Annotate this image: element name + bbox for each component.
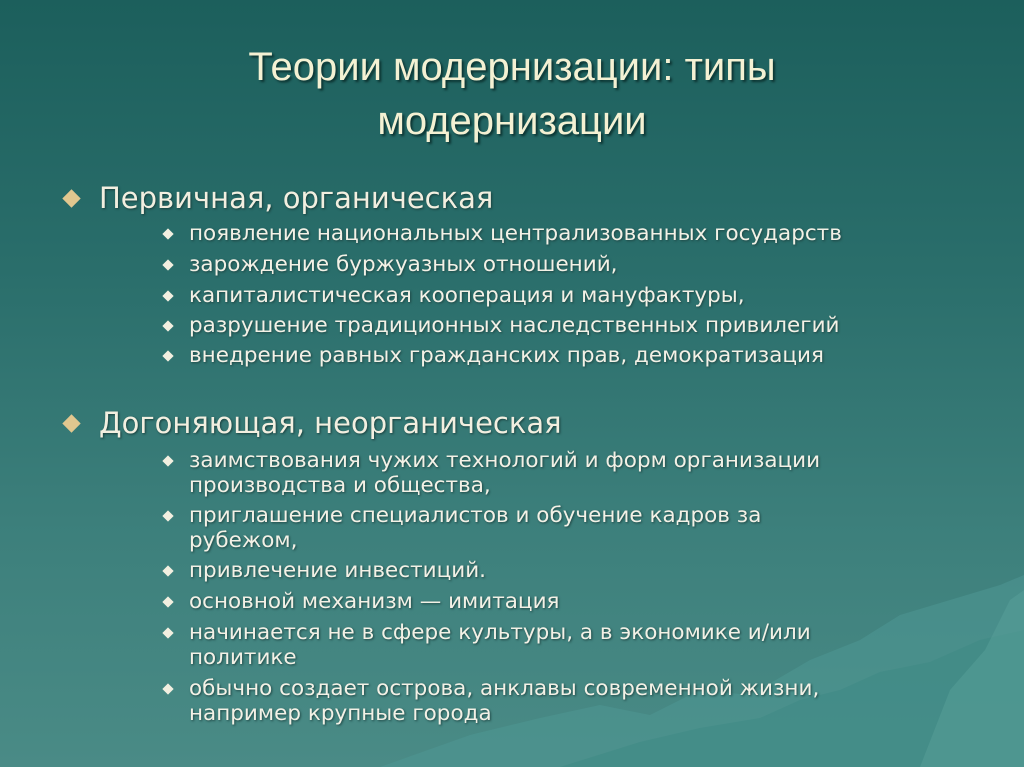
list-item (164, 283, 745, 308)
list-item-text-line2: рубежом, (189, 528, 298, 553)
section-heading-text: Догоняющая, неорганическая (99, 406, 562, 440)
list-item (164, 313, 840, 338)
list-item-text-line1: обычно создает острова, анклавы современной жизни, (189, 676, 820, 701)
diamond-bullet-icon (62, 414, 80, 432)
diamond-bullet-icon (62, 189, 80, 207)
list-item (164, 503, 761, 553)
list-item-text-line2: например крупные города (189, 701, 492, 726)
section-heading-catching-up (63, 406, 562, 440)
list-item-text: появление национальных централизованных государств (189, 221, 842, 246)
list-item (164, 448, 820, 498)
section-heading-text: Первичная, органическая (99, 181, 494, 215)
list-item-text-line1: приглашение специалистов и обучение кадров за (189, 503, 762, 528)
list-item-text-line2: политике (189, 645, 297, 670)
slide-title-line1: Теории модернизации: типы (248, 45, 776, 89)
list-item-text: внедрение равных гражданских прав, демократизация (189, 343, 824, 368)
list-item-text-line1: начинается не в сфере культуры, а в экономике и/или (189, 620, 811, 645)
list-item (164, 252, 618, 277)
list-item-text-line2: производства и общества, (189, 473, 491, 498)
list-item (164, 221, 842, 246)
list-item (164, 558, 486, 583)
section-heading-primary (63, 181, 493, 215)
list-item-text-line1: заимствования чужих технологий и форм организации (189, 448, 821, 473)
list-item (164, 343, 824, 368)
slide-title (0, 40, 1024, 148)
list-item (164, 620, 811, 670)
list-item-text: основной механизм — имитация (189, 589, 560, 614)
slide-title-line2: модернизации (377, 99, 647, 143)
list-item-text: разрушение традиционных наследственных привилегий (189, 313, 840, 338)
list-item (164, 676, 819, 726)
list-item (164, 589, 559, 614)
list-item-text: привлечение инвестиций. (189, 558, 487, 583)
list-item-text: зарождение буржуазных отношений, (189, 252, 618, 277)
list-item-text: капиталистическая кооперация и мануфактуры, (189, 283, 745, 308)
